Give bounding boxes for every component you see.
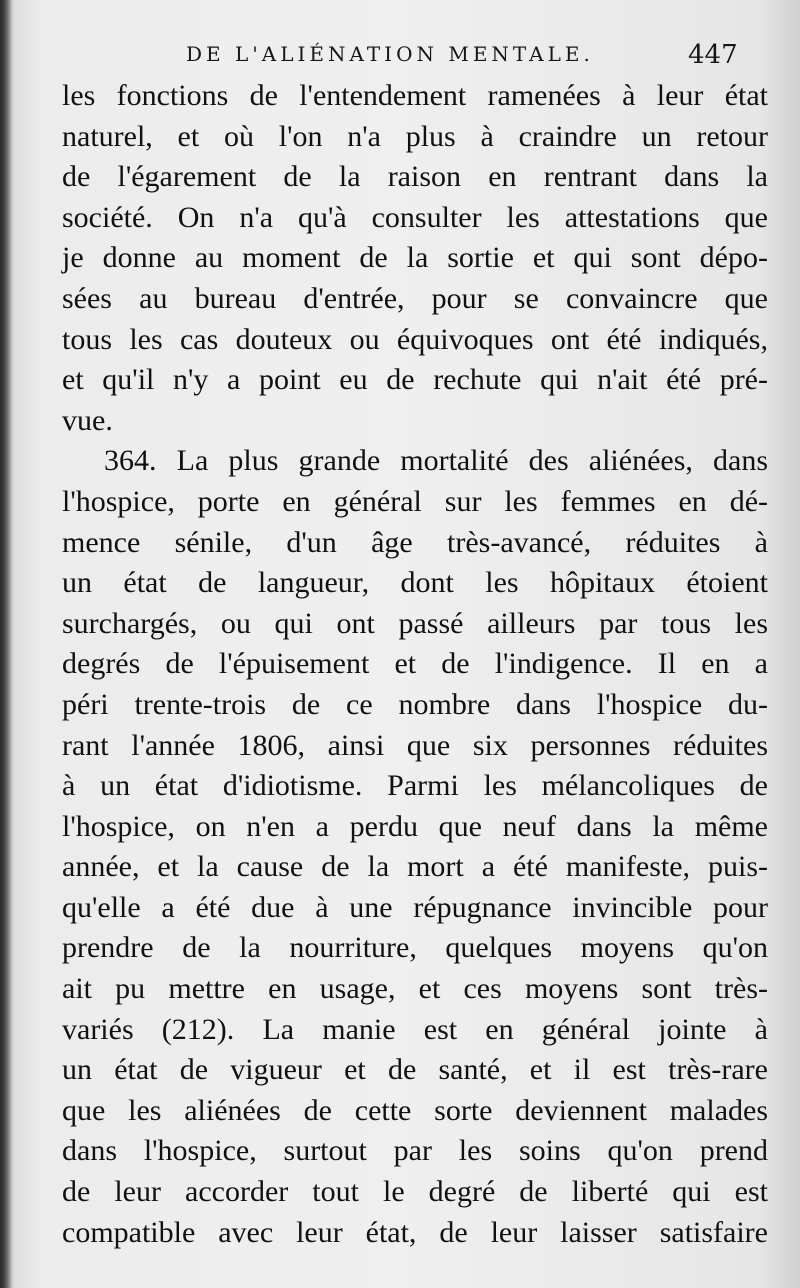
text-line: rant l'année 1806, ainsi que six personnes réduites <box>62 728 768 762</box>
text-line: ait pu mettre en usage, et ces moyens sont très- <box>62 972 768 1006</box>
text-line: un état de vigueur et de santé, et il est très-rare <box>62 1053 768 1087</box>
text-line: péri trente-trois de ce nombre dans l'hospice du- <box>62 687 768 721</box>
text-line: de l'égarement de la raison en rentrant dans la <box>62 160 768 194</box>
text-line: l'hospice, porte en général sur les femmes en dé- <box>62 484 768 518</box>
text-line: et qu'il n'y a point eu de rechute qui n'ait été pré- <box>62 363 768 397</box>
text-line: vue. <box>62 403 113 437</box>
text-line: que les aliénées de cette sorte deviennent malades <box>62 1093 768 1127</box>
text-line: surchargés, ou qui ont passé ailleurs par tous les <box>62 606 768 640</box>
text-line: un état de langueur, dont les hôpitaux étoient <box>62 566 768 600</box>
text-line: année, et la cause de la mort a été manifeste, puis- <box>62 850 768 884</box>
page-number: 447 <box>688 40 738 70</box>
text-line: tous les cas douteux ou équivoques ont été indiqués, <box>62 322 768 356</box>
text-line: de leur accorder tout le degré de liberté qui est <box>62 1175 768 1209</box>
text-line: l'hospice, on n'en a perdu que neuf dans la même <box>62 809 768 843</box>
text-line: prendre de la nourriture, quelques moyens qu'on <box>62 931 768 965</box>
text-line: compatible avec leur état, de leur laisser satisfaire <box>62 1215 768 1249</box>
text-line: à un état d'idiotisme. Parmi les mélancoliques de <box>62 769 768 803</box>
text-line: société. On n'a qu'à consulter les attestations que <box>62 200 768 234</box>
text-line: dans l'hospice, surtout par les soins qu'on prend <box>62 1134 768 1168</box>
text-line: les fonctions de l'entendement ramenées à leur état <box>62 79 768 112</box>
text-line: je donne au moment de la sortie et qui sont dépo- <box>62 241 768 275</box>
text-line: variés (212). La manie est en général jointe à <box>62 1012 768 1046</box>
paragraph-start-line: 364. La plus grande mortalité des aliénées, dans <box>104 444 768 478</box>
text-line: degrés de l'épuisement et de l'indigence. Il en a <box>62 647 768 681</box>
binding-gutter <box>0 0 12 1288</box>
running-title: DE L'ALIÉNATION MENTALE. <box>186 42 594 66</box>
text-line: qu'elle a été due à une répugnance invincible pour <box>62 890 768 924</box>
text-line: naturel, et où l'on n'a plus à craindre un retour <box>62 119 768 153</box>
text-line: sées au bureau d'entrée, pour se convaincre que <box>62 281 768 315</box>
text-line: mence sénile, d'un âge très-avancé, réduites à <box>62 525 768 559</box>
body-text <box>62 76 768 1253</box>
